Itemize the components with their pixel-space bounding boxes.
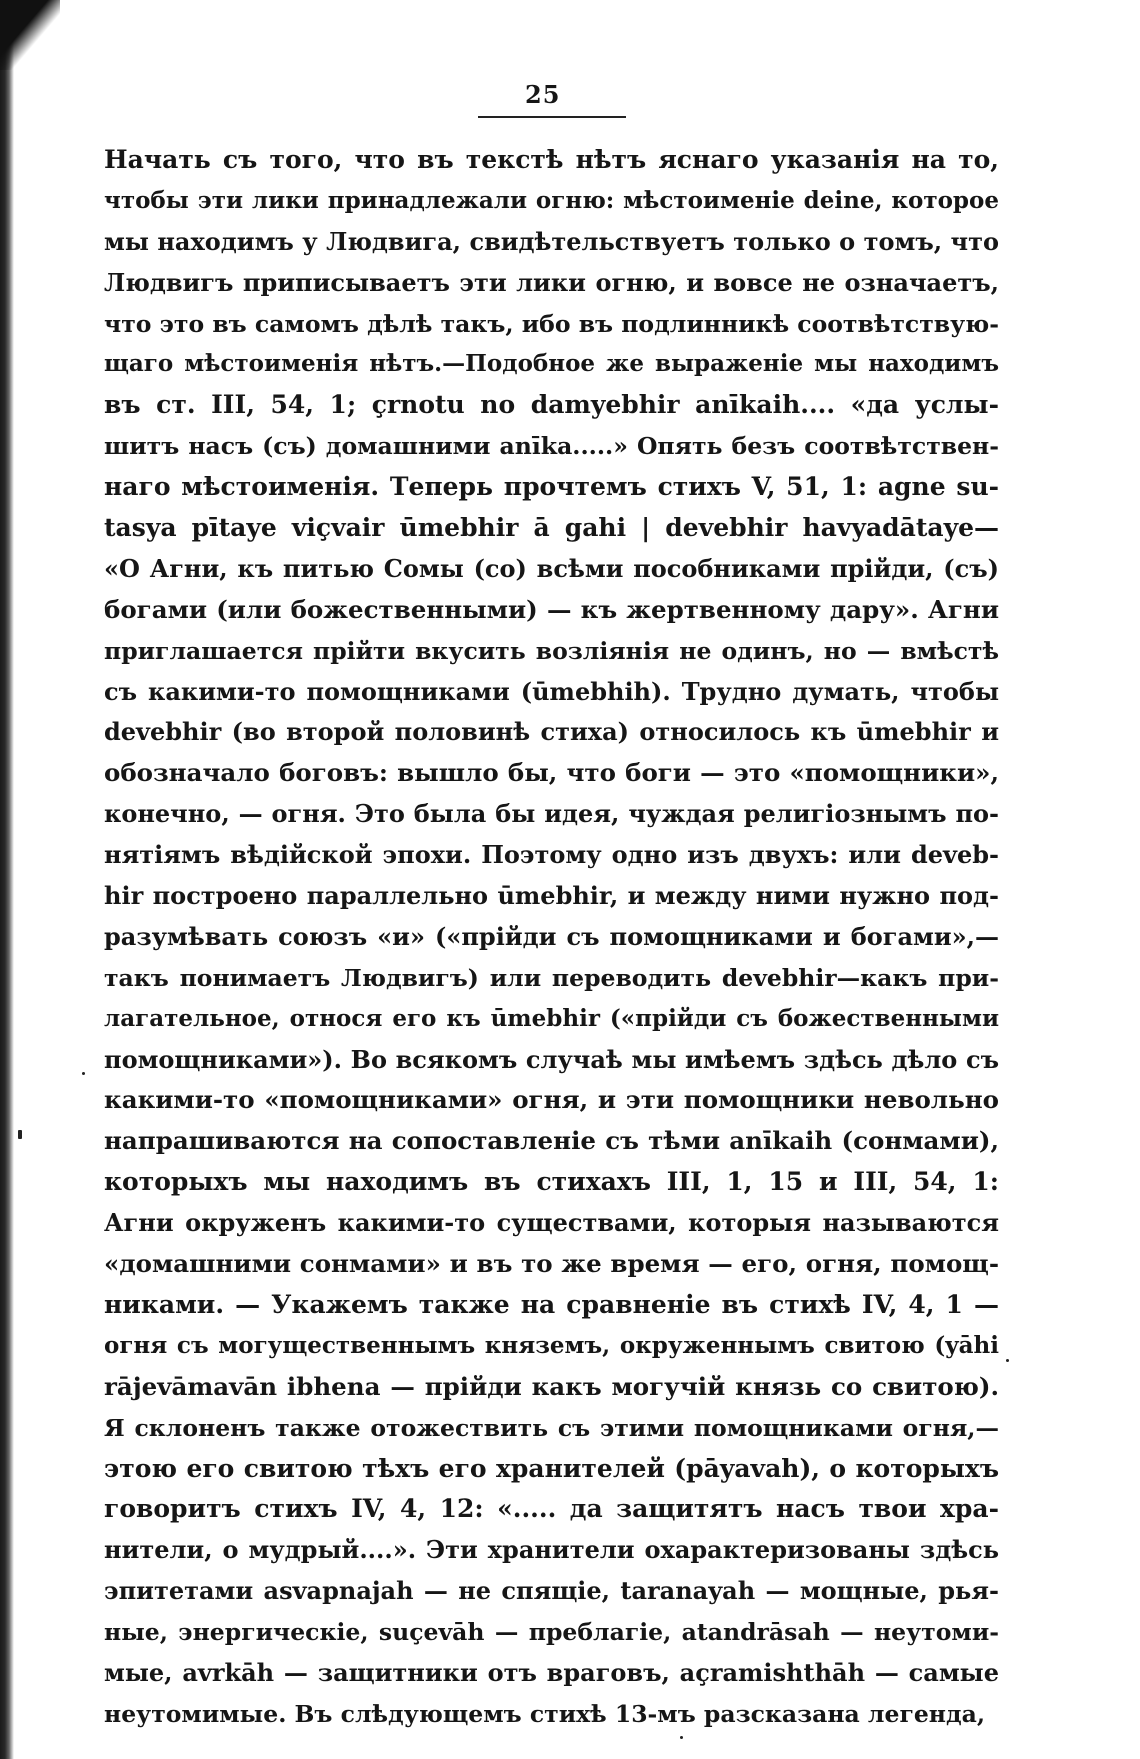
text-line: такъ понимаетъ Людвигъ) или переводить devebhir—какъ при- xyxy=(104,963,999,992)
text-line: шитъ насъ (съ) домашними anīka.....» Опять безъ соотвѣтствен- xyxy=(104,432,999,461)
text-line: Я склоненъ также отожествить съ этими помощниками огня,— xyxy=(104,1413,999,1442)
text-line: мые, avrkāh — защитники отъ враговъ, açramishthāh — самые xyxy=(104,1657,999,1687)
text-line: ные, энергическіе, suçevāh — преблагіе, atandrāsah — неутоми- xyxy=(104,1618,999,1647)
text-line: нители, о мудрый....». Эти хранители охарактеризованы здѣсь xyxy=(104,1535,999,1565)
scan-corner-shadow xyxy=(0,0,60,70)
text-line: которыхъ мы находимъ въ стихахъ III, 1, 15 и III, 54, 1: xyxy=(104,1167,999,1197)
text-line: разумѣвать союзъ «и» («прійди съ помощниками и богами»,— xyxy=(104,921,999,951)
text-line: hir построено параллельно ūmebhir, и между ними нужно под- xyxy=(104,881,999,911)
text-line: помощниками»). Во всякомъ случаѣ мы имѣемъ здѣсь дѣло съ xyxy=(104,1044,999,1074)
text-line: приглашается прійти вкусить возліянія не одинъ, но — вмѣстѣ xyxy=(104,636,999,665)
text-line: лагательное, относя его къ ūmebhir («прійди съ божественными xyxy=(104,1004,999,1032)
text-line: какими-то «помощниками» огня, и эти помощники невольно xyxy=(104,1085,999,1115)
text-line: tasya pītaye viçvair ūmebhir ā gahi | devebhir havyadātaye— xyxy=(104,513,999,543)
page-number: 25 xyxy=(525,80,561,109)
text-line: никами. — Укажемъ также на сравненіе въ стихѣ IV, 4, 1 — xyxy=(104,1289,999,1319)
scan-speck xyxy=(680,1736,683,1739)
text-line: этою его свитою тѣхъ его хранителей (pāyavah), о которыхъ xyxy=(104,1453,999,1483)
text-line: Начать съ того, что въ текстѣ нѣтъ яснаго указанія на то, xyxy=(104,145,999,174)
text-line: щаго мѣстоименія нѣтъ.—Подобное же выраженіе мы находимъ xyxy=(104,350,999,378)
text-line: въ ст. III, 54, 1; çrnotu no damyebhir anīkaih.... «да услы- xyxy=(104,390,999,420)
text-line: мы находимъ у Людвига, свидѣтельствуетъ только о томъ, что xyxy=(104,226,999,256)
text-line: Людвигъ приписываетъ эти лики огню, и вовсе не означаетъ, xyxy=(104,267,999,297)
text-line: съ какими-то помощниками (ūmebhih). Трудно думать, чтобы xyxy=(104,676,999,706)
text-line: что это въ самомъ дѣлѣ такъ, ибо въ подлинникѣ соотвѣтствую- xyxy=(104,309,999,338)
text-line: наго мѣстоименія. Теперь прочтемъ стихъ V, 51, 1: agne su- xyxy=(104,472,999,502)
text-line: огня съ могущественнымъ княземъ, окруженнымъ свитою (yāhi xyxy=(104,1331,999,1359)
text-line: «О Агни, къ питью Сомы (со) всѣми пособниками прійди, (съ) xyxy=(104,553,999,583)
text-line: говоритъ стихъ IV, 4, 12: «..... да защитятъ насъ твои хра- xyxy=(104,1494,999,1524)
text-line: чтобы эти лики принадлежали огню: мѣстоименіе deine, которое xyxy=(104,186,999,214)
scan-speck xyxy=(18,1130,22,1139)
text-line: rājevāmavān ibhena — прійди какъ могучій князь со свитою). xyxy=(104,1371,999,1401)
text-line: неутомимые. Въ слѣдующемъ стихѣ 13-мъ разсказана легенда, xyxy=(104,1699,986,1728)
text-line: эпитетами asvapnajah — не спящіе, taranayah — мощные, рья- xyxy=(104,1576,999,1606)
text-line: devebhir (во второй половинѣ стиха) относилось къ ūmebhir и xyxy=(104,717,999,747)
text-line: конечно, — огня. Это была бы идея, чуждая религіознымъ по- xyxy=(104,799,999,829)
scan-speck xyxy=(1006,1359,1009,1362)
text-line: Агни окруженъ какими-то существами, которыя называются xyxy=(104,1208,999,1238)
text-line: «домашними сонмами» и въ то же время — его, огня, помощ- xyxy=(104,1249,999,1279)
scan-speck xyxy=(82,1072,85,1075)
text-line: обозначало боговъ: вышло бы, что боги — это «помощники», xyxy=(104,758,999,788)
page-number-rule xyxy=(478,116,626,118)
body-text xyxy=(104,140,999,1735)
text-line: нятіямъ вѣдійской эпохи. Поэтому одно изъ двухъ: или deveb- xyxy=(104,840,999,870)
text-line: напрашиваются на сопоставленіе съ тѣми anīkaih (сонмами), xyxy=(104,1126,999,1156)
scan-binding-edge xyxy=(0,0,14,1759)
text-line: богами (или божественными) — къ жертвенному дару». Агни xyxy=(104,594,999,624)
